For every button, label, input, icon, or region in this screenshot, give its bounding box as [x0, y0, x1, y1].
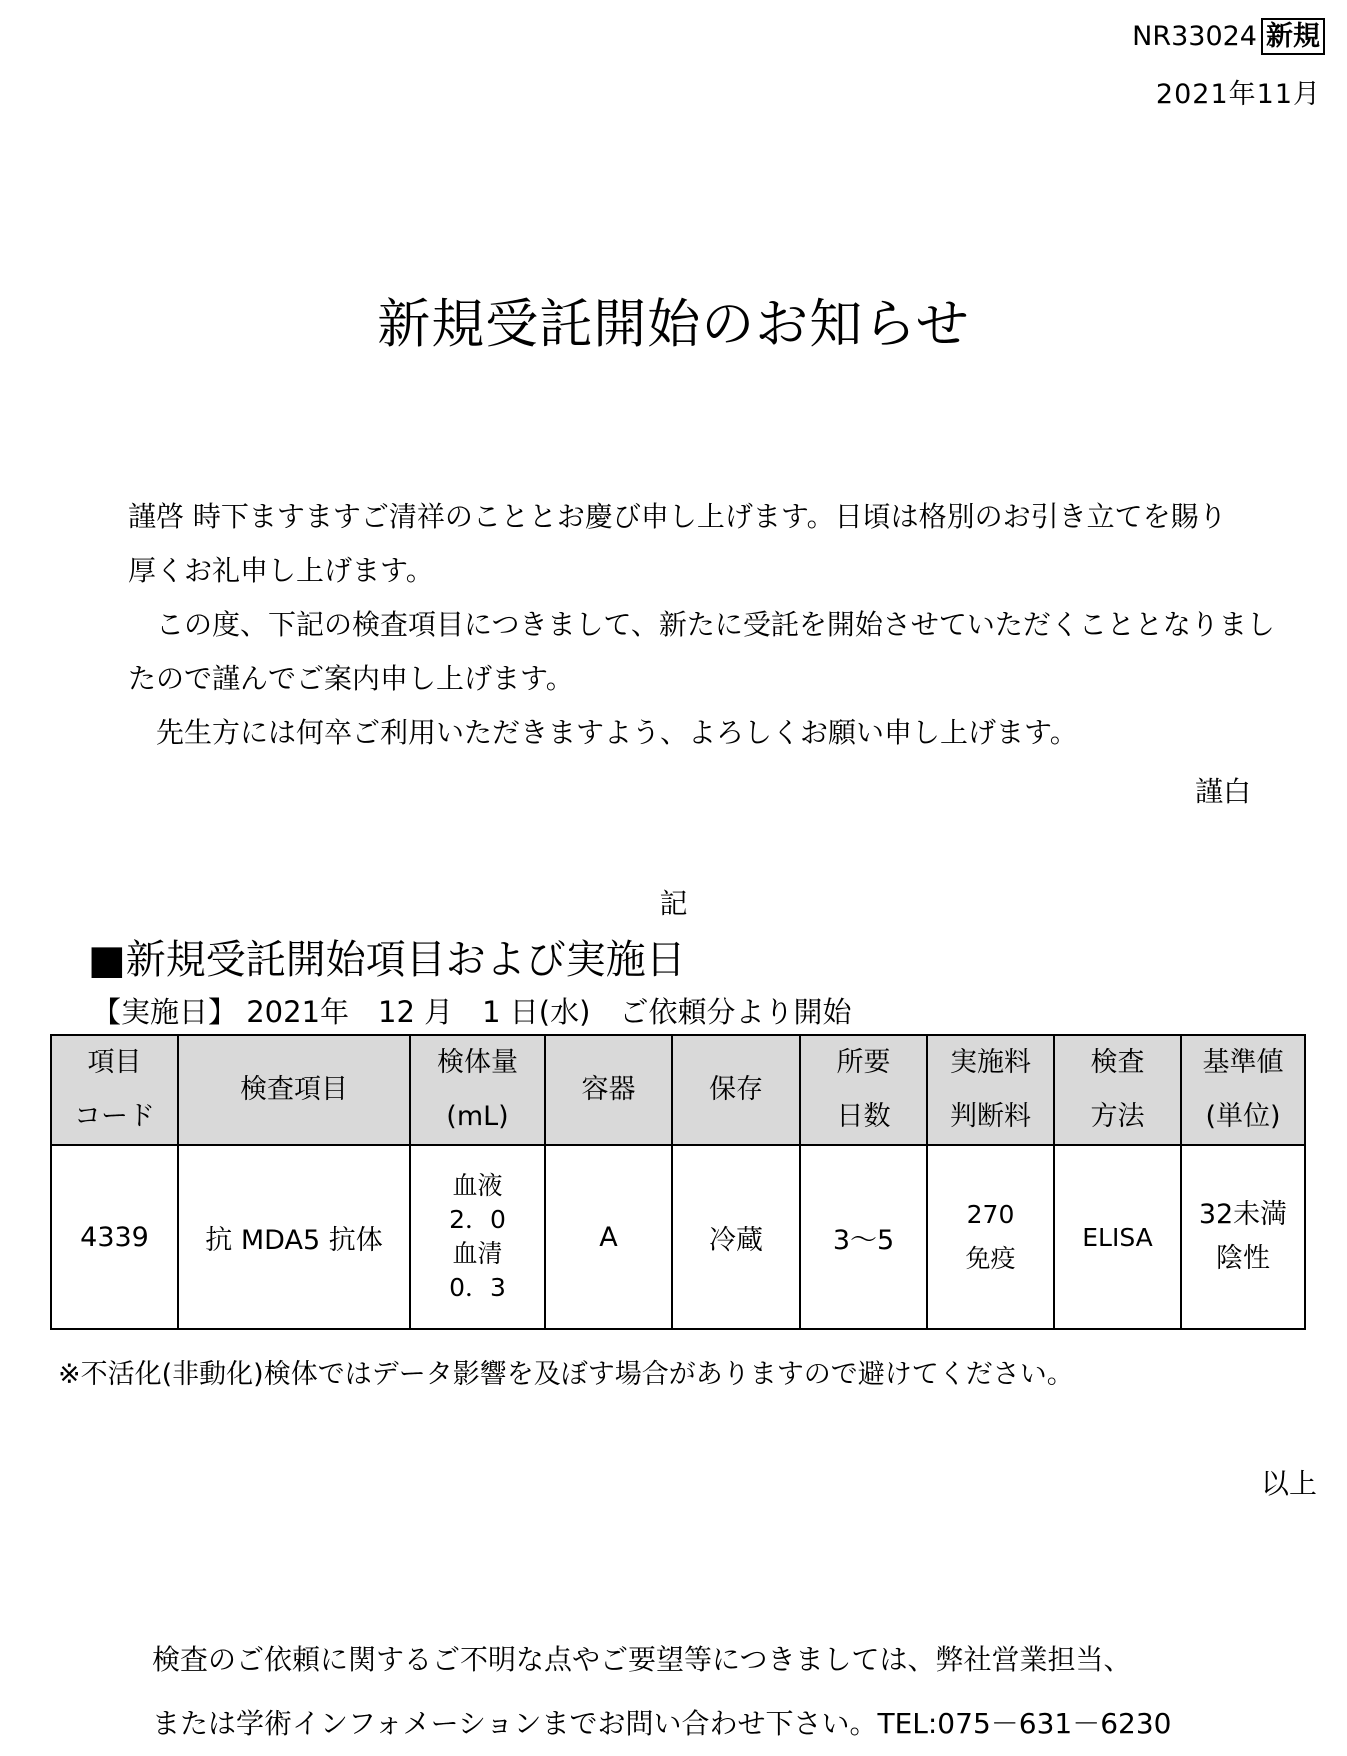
table-row — [51, 1145, 1305, 1329]
contact-info — [152, 1628, 1171, 1756]
cell-days: 3～5 — [800, 1145, 927, 1329]
cell-container: A — [545, 1145, 672, 1329]
end-mark: 以上 — [1260, 1467, 1317, 1500]
header-test-item: 検査項目 — [178, 1035, 410, 1145]
closing-word: 謹白 — [1194, 775, 1251, 808]
body-line: 厚くお礼申し上げます。 — [128, 554, 434, 587]
cell-volume: 血液 2．0 血清 0．3 — [410, 1145, 545, 1329]
cell-code: 4339 — [51, 1145, 178, 1329]
cell-storage: 冷蔵 — [672, 1145, 800, 1329]
contact-line: 検査のご依頼に関するご不明な点やご要望等につきましては、弊社営業担当、 — [152, 1643, 1132, 1676]
contact-line: または学術インフォメーションまでお問い合わせ下さい。TEL:075－631－6230 — [152, 1707, 1172, 1740]
caution-note: ※不活化(非動化)検体ではデータ影響を及ぼす場合がありますので避けてください。 — [58, 1359, 1074, 1390]
body-line: 謹啓 時下ますますご清祥のこととお慶び申し上げます。日頃は格別のお引き立てを賜り — [128, 500, 1227, 533]
document-code — [1132, 18, 1325, 55]
cell-method: ELISA — [1054, 1145, 1181, 1329]
header-storage: 保存 — [672, 1035, 800, 1145]
cell-reference: 32未満 陰性 — [1181, 1145, 1305, 1329]
page-title: 新規受託開始のお知らせ — [377, 294, 970, 355]
cell-fee: 270 免疫 — [927, 1145, 1054, 1329]
body-line: たので謹んでご案内申し上げます。 — [128, 662, 574, 695]
body-line: 先生方には何卒ご利用いただきますよう、よろしくお願い申し上げます。 — [128, 716, 1078, 749]
table-header-row — [51, 1035, 1305, 1145]
new-badge: 新規 — [1261, 18, 1325, 55]
section-title: ■新規受託開始項目および実施日 — [88, 937, 686, 983]
header-fee: 実施料 判断料 — [927, 1035, 1054, 1145]
header-method: 検査 方法 — [1054, 1035, 1181, 1145]
body-line: この度、下記の検査項目につきまして、新たに受託を開始させていただくこととなりまし — [128, 608, 1275, 641]
test-items-table — [50, 1034, 1306, 1330]
document-date: 2021年11月 — [1155, 79, 1321, 110]
header-reference: 基準値 (単位) — [1181, 1035, 1305, 1145]
header-code: 項目 コード — [51, 1035, 178, 1145]
doc-code-number: NR33024 — [1132, 21, 1257, 53]
ki-mark: 記 — [659, 887, 688, 920]
header-container: 容器 — [545, 1035, 672, 1145]
header-days: 所要 日数 — [800, 1035, 927, 1145]
greeting-body — [128, 490, 1275, 760]
implementation-date: 【実施日】 2021年 12 月 1 日(水) ご依頼分より開始 — [92, 995, 852, 1029]
header-volume: 検体量 (mL) — [410, 1035, 545, 1145]
cell-test-item: 抗 MDA5 抗体 — [178, 1145, 410, 1329]
